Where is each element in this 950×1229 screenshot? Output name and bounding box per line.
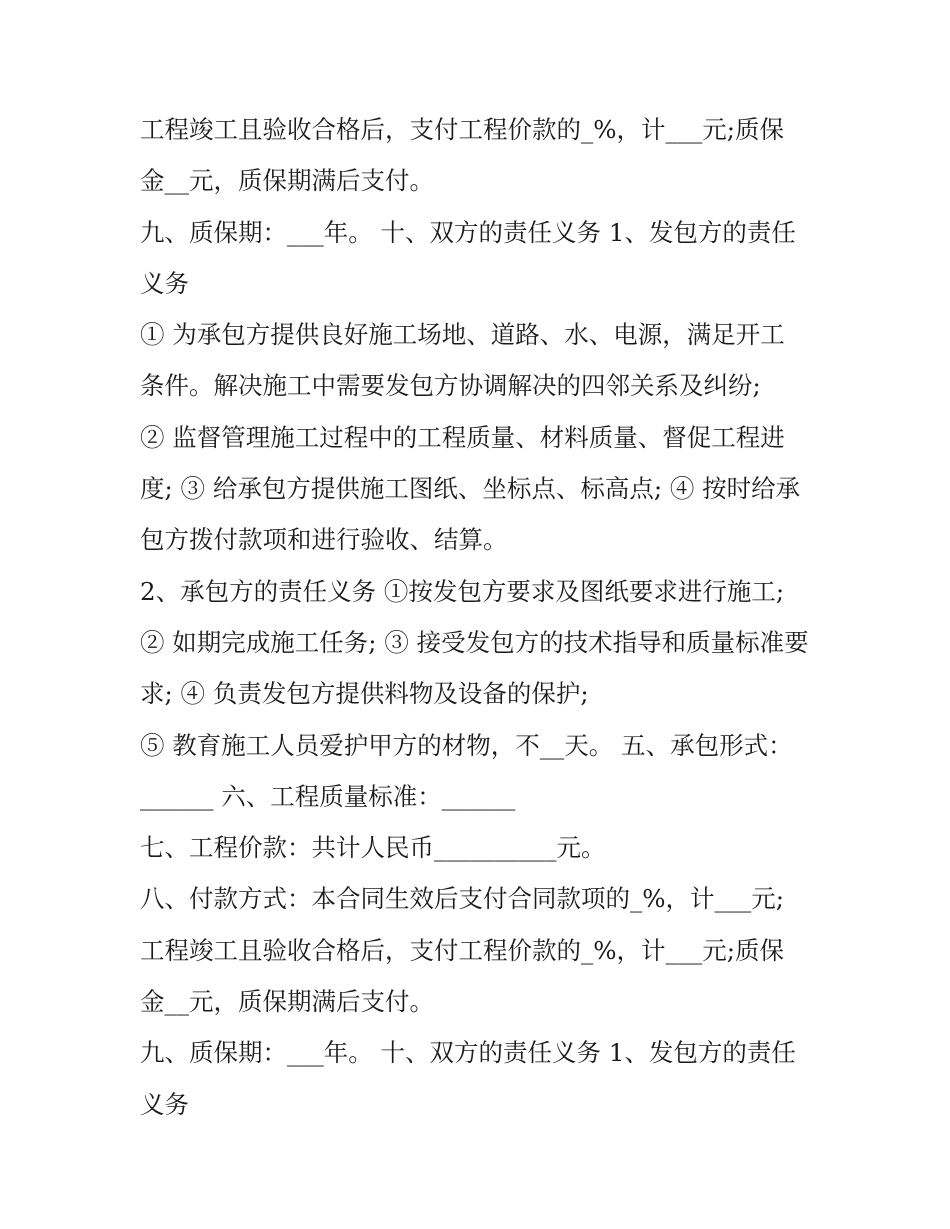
- text-line-2: 金__元，质保期满后支付。: [140, 166, 434, 196]
- text-line-3: 九、质保期：___年。 十、双方的责任义务 1、发包方的责任: [140, 217, 796, 247]
- text-line-15: 七、工程价款：共计人民币__________元。: [140, 833, 606, 863]
- text-line-7: ② 监督管理施工过程中的工程质量、材料质量、督促工程进: [140, 422, 785, 452]
- text-line-19: 九、质保期：___年。 十、双方的责任义务 1、发包方的责任: [140, 1038, 796, 1068]
- text-line-20: 义务: [140, 1089, 189, 1119]
- text-line-8: 度; ③ 给承包方提供施工图纸、坐标点、标高点; ④ 按时给承: [140, 474, 801, 504]
- text-line-11: ② 如期完成施工任务; ③ 接受发包方的技术指导和质量标准要: [140, 627, 809, 657]
- text-line-18: 金__元，质保期满后支付。: [140, 987, 434, 1017]
- text-line-10: 2、承包方的责任义务 ①按发包方要求及图纸要求进行施工;: [140, 576, 785, 606]
- text-line-16: 八、付款方式：本合同生效后支付合同款项的_%，计___元;: [140, 884, 785, 914]
- text-line-12: 求; ④ 负责发包方提供料物及设备的保护;: [140, 679, 589, 709]
- text-line-4: 义务: [140, 268, 189, 298]
- text-line-6: 条件。解决施工中需要发包方协调解决的四邻关系及纠纷;: [140, 371, 761, 401]
- contract-body-text: [140, 104, 820, 1130]
- text-line-5: ① 为承包方提供良好施工场地、道路、水、电源，满足开工: [140, 320, 785, 350]
- text-line-14: ______ 六、工程质量标准：______: [140, 781, 516, 811]
- text-line-17: 工程竣工且验收合格后，支付工程价款的_%，计___元;质保: [140, 935, 785, 965]
- text-line-9: 包方拨付款项和进行验收、结算。: [140, 525, 508, 555]
- text-line-1: 工程竣工且验收合格后，支付工程价款的_%，计___元;质保: [140, 115, 785, 144]
- text-line-13: ⑤ 教育施工人员爱护甲方的材物，不__天。 五、承包形式：: [140, 730, 793, 760]
